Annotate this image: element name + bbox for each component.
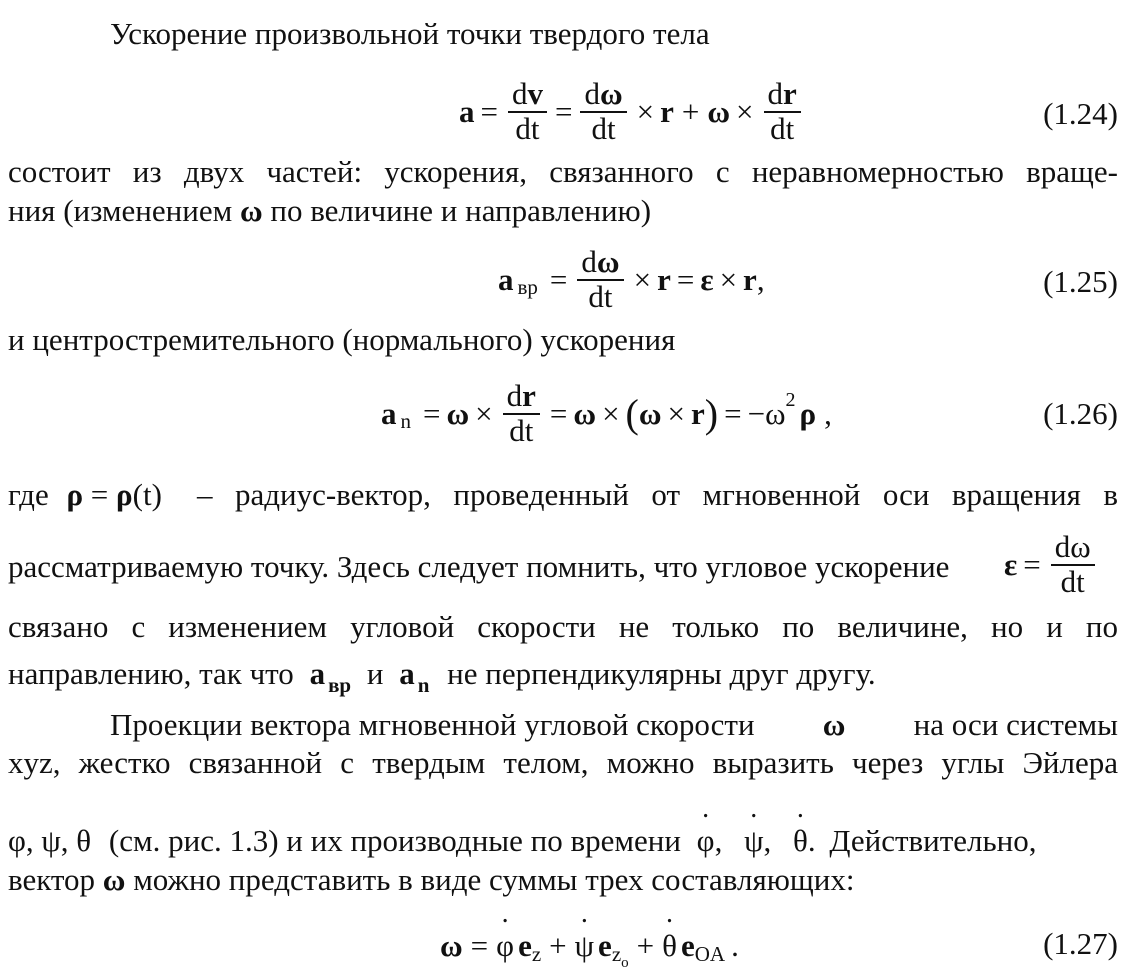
paragraph-line: связано с изменением угловой скорости не только по величине, но и по [8, 609, 1118, 644]
fraction-domega-dt [580, 78, 626, 145]
text-span: ния (изменением [8, 193, 233, 228]
paren-close: ) [151, 477, 162, 512]
fraction-den: dt [591, 110, 616, 146]
e-symbol: e [598, 928, 612, 963]
d-symbol: d [581, 244, 597, 279]
d-symbol: d [1054, 529, 1071, 564]
r-symbol: r [522, 378, 536, 413]
subscript-oa: OA [694, 941, 726, 966]
eq-sign: = [470, 928, 489, 963]
omega-symbol: ω [599, 76, 623, 111]
text-span: где [8, 477, 49, 512]
paragraph-line: состоит из двух частей: ускорения, связанного с неравномерностью враще- [8, 154, 1118, 189]
omega-symbol: ω [707, 93, 731, 129]
times-sign: × [736, 93, 754, 129]
text-span: и [366, 656, 384, 691]
fraction-den: dt [770, 110, 795, 146]
comma: , [763, 823, 772, 858]
fraction-num [580, 78, 626, 113]
fraction-dr-dt [503, 380, 540, 447]
d-symbol: d [584, 76, 600, 111]
paragraph-line [110, 707, 1118, 743]
times-sign: × [633, 261, 652, 297]
paragraph-line [8, 656, 876, 697]
text-span: Действительно, [829, 823, 1037, 858]
times-sign: × [636, 93, 655, 129]
paragraph-line [8, 193, 651, 229]
phi-dot-symbol: . φ [697, 823, 715, 859]
subscript-z: z [531, 941, 542, 966]
psi-dot-symbol: . ψ [575, 928, 594, 964]
eq-sign: = [724, 395, 742, 431]
omega-symbol: ω [440, 928, 463, 963]
fraction-num [1051, 531, 1095, 566]
equation-1-26 [381, 380, 832, 447]
subscript-o: o [621, 954, 629, 971]
eq-sign: = [554, 93, 573, 129]
omega-symbol: ω [239, 193, 263, 228]
omega-symbol: ω [638, 395, 662, 431]
plus-sign: + [636, 928, 655, 963]
times-sign: × [667, 395, 686, 431]
fraction-den: dt [588, 278, 613, 314]
a-symbol: a [498, 261, 514, 297]
e-symbol: e [518, 928, 532, 963]
subscript-vr: вр [328, 673, 352, 697]
subscript-z-o [611, 941, 629, 971]
epsilon-symbol: ε [1004, 546, 1018, 582]
fraction-dv-dt [508, 78, 547, 145]
text-span: не перпендикулярны друг другу. [447, 656, 876, 691]
equation-number-1-27: (1.27) [1043, 926, 1118, 961]
omega-symbol: ω [822, 707, 846, 742]
a-symbol: a [399, 656, 415, 691]
t-symbol: t [142, 477, 152, 512]
a-symbol: a [381, 395, 397, 431]
period: . [731, 928, 739, 963]
eq-sign: = [423, 395, 441, 431]
v-symbol: v [527, 76, 543, 111]
paragraph-line: и центростремительного (нормального) ускорения [8, 322, 676, 357]
fraction-domega-dt [1051, 531, 1095, 598]
eq-sign: = [480, 93, 498, 129]
r-symbol: r [691, 395, 705, 431]
paragraph-line: – радиус-вектор, проведенный от мгновенной оси вращения в [197, 477, 1118, 512]
psi-dot-symbol: . ψ [744, 823, 763, 859]
omega-symbol: ω [102, 862, 126, 897]
subscript-z: z [611, 941, 622, 966]
equation-number-1-24: (1.24) [1043, 96, 1118, 131]
equation-number-1-25: (1.25) [1043, 264, 1118, 299]
r-symbol: r [783, 76, 797, 111]
superscript-2: 2 [785, 389, 796, 412]
rho-symbol: ρ [799, 395, 817, 431]
equation-1-27 [440, 928, 739, 971]
rho-symbol: ρ [66, 477, 84, 512]
paragraph-line [8, 477, 172, 513]
omega-symbol: ω [596, 244, 620, 279]
omega-symbol: ω [446, 395, 470, 431]
text-span: (см. рис. 1.3) и их производные по времени [108, 823, 681, 858]
e-symbol: e [680, 928, 695, 963]
paragraph-intro: Ускорение произвольной точки твердого тела [110, 16, 710, 51]
text-span: вектор [8, 862, 96, 897]
d-symbol: d [767, 76, 784, 111]
eq-sign: = [676, 261, 695, 297]
paren-open: ( [132, 477, 143, 512]
times-sign: × [475, 395, 493, 431]
rho-symbol: ρ [116, 477, 133, 512]
eq-sign: = [1023, 546, 1041, 582]
fraction-num [503, 380, 540, 415]
euler-angles: φ, ψ, θ [8, 823, 92, 858]
eq-sign: = [90, 477, 109, 512]
text-span: направлению, так что [8, 656, 294, 691]
fraction-num [764, 78, 801, 113]
plus-sign: + [681, 93, 700, 129]
paren-close: ) [704, 391, 719, 437]
fraction-den: dt [509, 412, 534, 448]
paragraph-line [8, 862, 854, 898]
subscript-n: n [417, 673, 430, 697]
symbol-a: a [459, 93, 475, 129]
inline-formula-rho [66, 477, 161, 512]
text-span: на оси системы [913, 707, 1118, 742]
fraction-domega-dt [577, 246, 623, 313]
equation-number-1-26: (1.26) [1043, 396, 1118, 431]
r-symbol: r [660, 93, 674, 129]
subscript-vr: вр [517, 275, 538, 300]
omega-symbol: ω [1070, 529, 1091, 564]
inline-formula-epsilon [1004, 531, 1099, 598]
comma: , [824, 395, 832, 431]
paren-open: ( [625, 391, 639, 437]
fraction-num [508, 78, 547, 113]
omega-symbol: ω [573, 395, 597, 431]
times-sign: × [602, 395, 620, 431]
paragraph-line [8, 823, 1037, 859]
paragraph-line: xyz, жестко связанной с твердым телом, можно выразить через углы Эйлера [8, 745, 1118, 780]
minus-sign: − [747, 395, 766, 431]
eq-sign: = [549, 395, 568, 431]
paragraph-line: рассматриваемую точку. Здесь следует помнить, что угловое ускорение [8, 549, 950, 584]
theta-dot-symbol: . θ [662, 928, 677, 964]
d-symbol: d [511, 76, 528, 111]
equation-1-25 [498, 246, 765, 313]
comma: , [756, 261, 765, 297]
plus-sign: + [549, 928, 567, 963]
subscript-n: n [400, 409, 411, 434]
equation-1-24 [459, 78, 805, 145]
text-span: можно представить в виде суммы трех составляющих: [133, 862, 855, 897]
text-span: по величине и направлению) [270, 193, 652, 228]
comma: , [714, 823, 723, 858]
theta-dot-symbol: . θ [793, 823, 808, 859]
fraction-den: dt [1060, 563, 1085, 599]
r-symbol: r [657, 261, 671, 297]
period: . [807, 823, 816, 858]
omega-symbol: ω [765, 395, 786, 431]
fraction-dr-dt [764, 78, 801, 145]
eq-sign: = [549, 261, 568, 297]
phi-dot-symbol: . φ [496, 928, 514, 964]
text-span: Проекции вектора мгновенной угловой скорости [110, 707, 755, 742]
times-sign: × [719, 261, 738, 297]
fraction-num [577, 246, 623, 281]
epsilon-symbol: ε [700, 261, 714, 297]
a-symbol: a [309, 656, 326, 691]
r-symbol: r [743, 261, 757, 297]
d-symbol: d [506, 378, 523, 413]
fraction-den: dt [515, 110, 540, 146]
